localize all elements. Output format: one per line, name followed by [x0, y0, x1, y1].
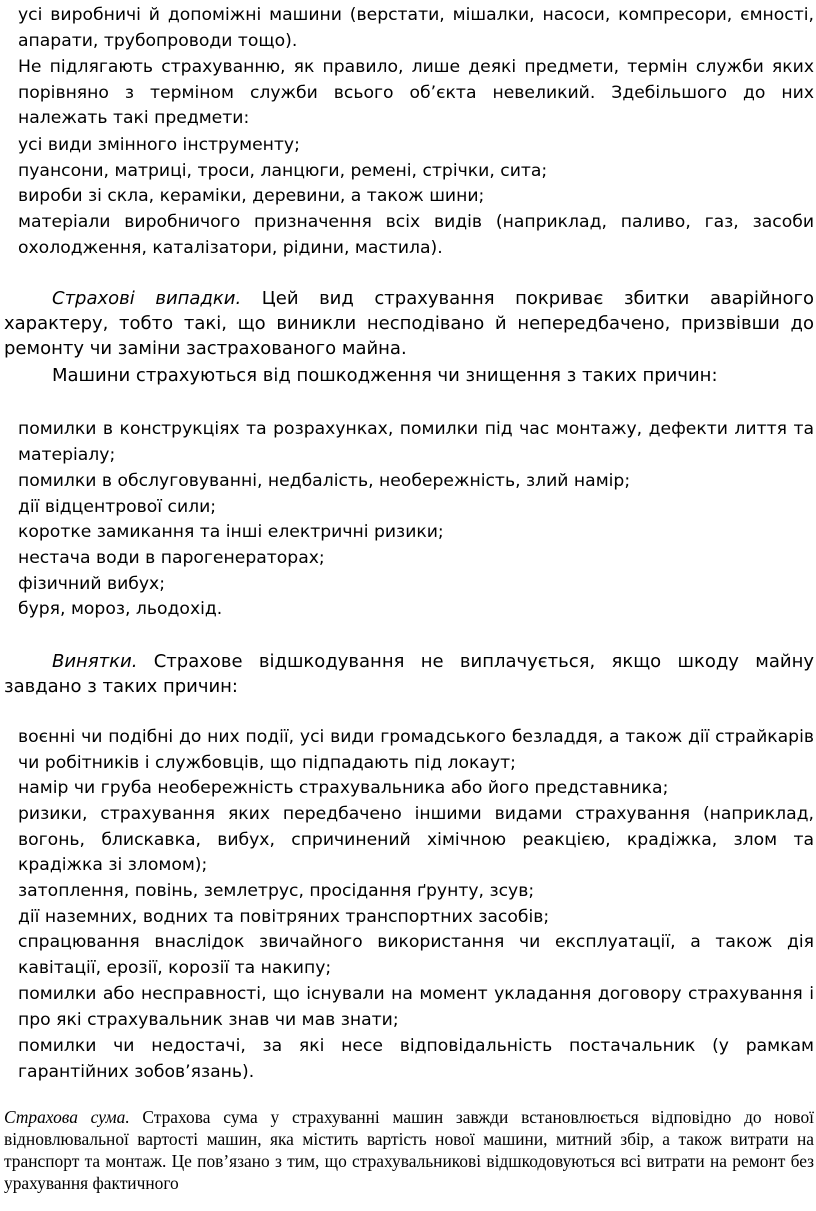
- insured-sum-text: Страхова сума у страхуванні машин завжди встановлюється відповідно до нової відновлювальної вартості машин, яка містить вартість нової машини, митний збір, а також витрати на транспорт та монтаж. Це пов’язано з тим, що страхувальникові відшкодовуються всі витрати на ремонт без урахування фактичного: [4, 1107, 814, 1193]
- heading-insured-sum: Страхова сума.: [4, 1107, 130, 1127]
- list-item: матеріали виробничого призначення всіх видів (наприклад, паливо, газ, засоби охолодження, каталізатори, рідини, мастила).: [18, 212, 814, 258]
- heading-exceptions: Винятки.: [52, 651, 138, 672]
- list-item: дії наземних, водних та повітряних транспортних засобів;: [18, 907, 550, 927]
- heading-insured-cases: Страхові випадки.: [52, 288, 242, 309]
- paragraph-machines-list: усі виробничі й допоміжні машини (верстати, мішалки, насоси, компресори, ємності, апарати, трубопроводи тощо).: [18, 5, 814, 51]
- list-item: помилки в конструкціях та розрахунках, помилки під час монтажу, дефекти лиття та матеріалу;: [18, 419, 814, 465]
- list-item: спрацювання внаслідок звичайного використання чи експлуатації, а також дія кавітації, ерозії, корозії та накипу;: [18, 932, 814, 978]
- paragraph-insured-sum: [4, 1106, 814, 1194]
- exceptions-text: Страхове відшкодування не виплачується, якщо шкоду майну завдано з таких причин:: [4, 651, 814, 697]
- list-item: вироби зі скла, кераміки, деревини, а також шини;: [18, 186, 485, 206]
- list-item: коротке замикання та інші електричні ризики;: [18, 522, 444, 542]
- list-item: буря, мороз, льодохід.: [18, 599, 223, 619]
- list-item: ризики, страхування яких передбачено іншими видами страхування (наприклад, вогонь, блискавка, вибух, спричинений хімічною реакцією, крадіжка, злом та крадіжка зі зломом);: [18, 804, 814, 875]
- paragraph-insured-cases: [4, 286, 814, 361]
- list-item: помилки або несправності, що існували на момент укладання договору страхування і про які страхувальник знав чи мав знати;: [18, 984, 814, 1030]
- paragraph-exceptions: [4, 649, 814, 699]
- insured-cases-text: Цей вид страхування покриває збитки аварійного характеру, тобто такі, що виникли несподівано й непередбачено, призвівши до ремонту чи заміни застрахованого майна.: [4, 288, 814, 359]
- list-item: помилки в обслуговуванні, недбалість, необережність, злий намір;: [18, 471, 631, 491]
- list-item: воєнні чи подібні до них події, усі види громадського безладдя, а також дії страйкарів чи робітників і службовців, що підпадають під локаут;: [18, 727, 814, 773]
- list-item: фізичний вибух;: [18, 574, 166, 594]
- list-item: затоплення, повінь, землетрус, просідання ґрунту, зсув;: [18, 881, 535, 901]
- list-item: помилки чи недостачі, за які несе відповідальність постачальник (у рамкам гарантійних зобов’язань).: [18, 1036, 814, 1082]
- list-item: пуансони, матриці, троси, ланцюги, ремені, стрічки, сита;: [18, 161, 548, 181]
- paragraph-not-insured: Не підлягають страхуванню, як правило, лише деякі предмети, термін служби яких порівняно з терміном служби всього об’єкта невеликий. Здебільшого до них належать такі предмети:: [18, 57, 814, 128]
- list-item: усі види змінного інструменту;: [18, 135, 300, 155]
- list-item: нестача води в парогенераторах;: [18, 548, 325, 568]
- list-item: намір чи груба необережність страхувальника або його представника;: [18, 778, 669, 798]
- list-item: дії відцентрової сили;: [18, 497, 217, 517]
- paragraph-causes-intro: Машини страхуються від пошкодження чи знищення з таких причин:: [52, 365, 718, 386]
